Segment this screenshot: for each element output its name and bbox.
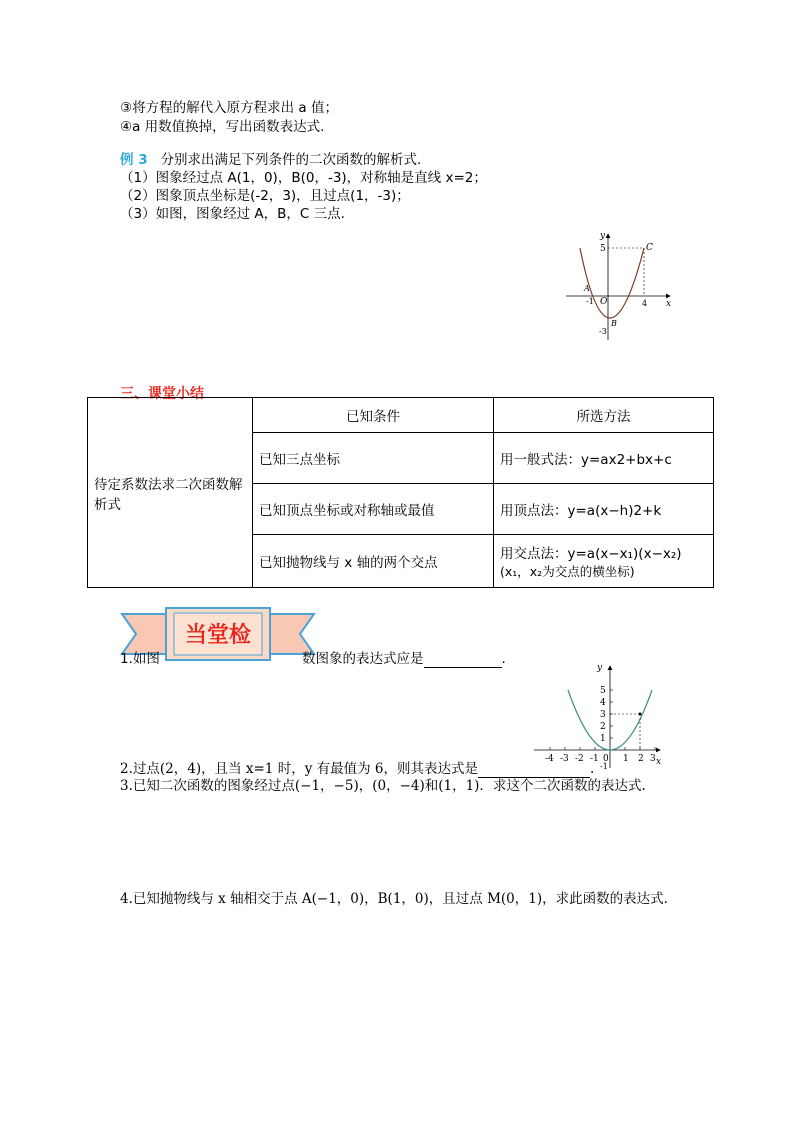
q2-blank	[478, 763, 590, 778]
y-tick-4: 4	[600, 698, 606, 708]
table-row	[88, 398, 714, 433]
point-b-label: B	[611, 319, 617, 328]
summary-table	[87, 397, 714, 588]
x-tick-neg2: -2	[575, 754, 584, 764]
ribbon-right-tail	[270, 614, 314, 654]
x-axis-label: x	[656, 757, 662, 767]
example3-heading	[120, 151, 421, 169]
x-tick-neg4: -4	[545, 754, 554, 764]
example3-label: 例 3	[120, 152, 148, 168]
y-tick-neg1: -1	[600, 762, 608, 771]
row1-method: 用一般式法：y=ax2+bx+c	[494, 433, 714, 484]
origin-label: O	[600, 297, 608, 307]
summary-topic-cell	[88, 398, 253, 588]
point-a-label: A	[584, 284, 590, 293]
parabola-curve	[580, 248, 644, 318]
x-tick-neg3: -3	[560, 754, 569, 764]
q1-text: 数图象的表达式应是 .	[302, 651, 506, 667]
example3-item-3: （3）如图，图象经过 A，B，C 三点.	[120, 206, 345, 222]
q1-prefix: 1.如图	[120, 651, 160, 667]
q1-blank	[424, 653, 502, 668]
q1-label: 数图象的表达式应是	[302, 651, 424, 667]
ribbon-left-tail	[122, 614, 166, 654]
y-tick-1: 1	[600, 734, 606, 744]
row2-condition: 已知顶点坐标或对称轴或最值	[253, 484, 494, 535]
quiz-parabola-graph	[530, 660, 665, 772]
y-tick-5: 5	[600, 686, 606, 696]
y-axis-label: y	[600, 231, 606, 241]
point-2-3	[639, 713, 642, 716]
x-tick-1: 1	[623, 754, 629, 764]
row2-method: 用顶点法：y=a(x−h)2+k	[494, 484, 714, 535]
step-3: ③将方程的解代入原方程求出 a 值；	[120, 100, 338, 116]
example3-title: 分别求出满足下列条件的二次函数的解析式.	[160, 152, 422, 168]
summary-title: 三、课堂小结	[120, 386, 204, 402]
y-tick-2: 2	[600, 722, 606, 732]
row3-method: 用交点法：y=a(x−x₁)(x−x₂)	[500, 546, 682, 562]
tick-4: 4	[642, 299, 648, 308]
badge-label: 当堂检	[184, 623, 252, 648]
y-tick-3: 3	[600, 710, 606, 720]
step-4: ④a 用数值换掉，写出函数表达式.	[120, 119, 325, 135]
x-tick-3: 3	[650, 754, 656, 764]
tick-neg1: -1	[586, 297, 594, 306]
q4-text: 4.已知抛物线与 x 轴相交于点 A(−1，0)，B(1，0)，且过点 M(0，1)，求此函数的表达式.	[120, 891, 668, 907]
x-tick-neg1: -1	[590, 754, 599, 764]
tick-neg3: -3	[599, 327, 607, 336]
row3-method-cell	[494, 535, 714, 588]
y-axis-label: y	[597, 663, 603, 673]
header-condition: 已知条件	[253, 398, 494, 433]
x-tick-0: 0	[603, 754, 609, 764]
example3-parabola-graph	[562, 228, 677, 343]
row3-condition: 已知抛物线与 x 轴的两个交点	[253, 535, 494, 588]
header-method: 所选方法	[494, 398, 714, 433]
row3-method-note: (x₁，x₂为交点的横坐标)	[500, 564, 635, 579]
example3-item-1: （1）图象经过点 A(1，0)，B(0，-3)，对称轴是直线 x=2；	[120, 170, 487, 186]
row1-condition: 已知三点坐标	[253, 433, 494, 484]
x-tick-2: 2	[638, 754, 644, 764]
x-axis-label: x	[666, 299, 672, 309]
q2-label: 2.过点(2，4)，且当 x=1 时，y 有最值为 6，则其表达式是	[120, 761, 478, 777]
point-c-label: C	[646, 243, 653, 253]
tick-5: 5	[600, 244, 606, 254]
example3-item-2: （2）图象顶点坐标是(-2，3)，且过点(1，-3)；	[120, 188, 410, 204]
summary-topic: 待定系数法求二次函数解析式	[94, 476, 243, 513]
q2-text: 2.过点(2，4)，且当 x=1 时，y 有最值为 6，则其表达式是 .	[120, 761, 595, 777]
q3-text: 3.已知二次函数的图象经过点(−1，−5)，(0，−4)和(1，1)．求这个二次函数的表达式.	[120, 778, 646, 794]
